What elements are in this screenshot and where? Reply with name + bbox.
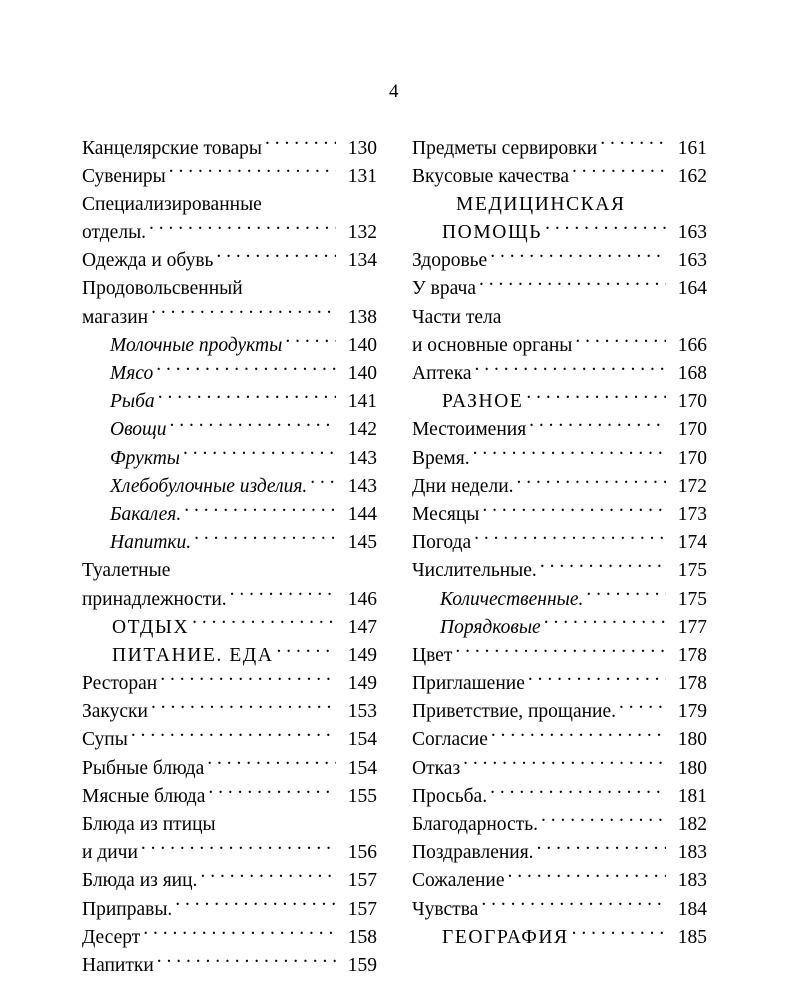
- toc-entry[interactable]: [82, 219, 377, 247]
- dot-leader: [170, 416, 336, 436]
- toc-entry[interactable]: [82, 557, 377, 585]
- toc-entry-page-number: 143: [347, 475, 377, 497]
- toc-entry[interactable]: [82, 162, 377, 190]
- toc-entry-title: Погода: [412, 532, 472, 554]
- dot-leader: [169, 162, 336, 182]
- toc-entry-page-number: 177: [677, 616, 707, 638]
- dot-leader: [246, 275, 374, 295]
- dot-leader: [517, 472, 667, 492]
- dot-leader: [158, 388, 336, 408]
- toc-entry[interactable]: [412, 331, 707, 359]
- toc-entry-title: Туалетные: [82, 560, 171, 582]
- toc-entry-title: Овощи: [110, 419, 167, 441]
- toc-entry-page-number: 130: [347, 137, 377, 159]
- toc-entry-page-number: 178: [677, 644, 707, 666]
- dot-leader: [482, 500, 666, 520]
- toc-entry-page-number: 170: [677, 447, 707, 469]
- toc-entry[interactable]: [82, 923, 377, 951]
- toc-entry-title: Блюда из яиц.: [82, 870, 198, 892]
- toc-entry-page-number: 157: [347, 898, 377, 920]
- toc-entry-title: ГЕОГРАФИЯ: [442, 926, 569, 948]
- toc-entry-page-number: 183: [677, 842, 707, 864]
- toc-entry-title: Дни недели.: [412, 475, 514, 497]
- toc-entry-page-number: 156: [347, 842, 377, 864]
- toc-entry-title: Согласие: [412, 729, 488, 751]
- toc-entry-page-number: 155: [347, 785, 377, 807]
- toc-entry-title: Здоровье: [412, 250, 488, 272]
- toc-entry[interactable]: [82, 670, 377, 698]
- toc-entry-page-number: 163: [677, 250, 707, 272]
- toc-entry[interactable]: [82, 500, 377, 528]
- toc-entry[interactable]: [82, 867, 377, 895]
- toc-entry-title: Хлебобулочные изделия.: [110, 475, 308, 497]
- toc-entry-page-number: 173: [677, 503, 707, 525]
- toc-entry-title: Местоимения: [412, 419, 527, 441]
- toc-entry[interactable]: [82, 726, 377, 754]
- toc-entry-title: Части тела: [412, 306, 502, 328]
- toc-entry[interactable]: [412, 388, 707, 416]
- dot-leader: [151, 698, 336, 718]
- dot-leader: [310, 472, 336, 492]
- toc-entry-title: Мясо: [110, 363, 154, 384]
- toc-entry-title: Напитки: [82, 954, 154, 976]
- toc-column-left: [82, 134, 377, 980]
- toc-entry-title: Ресторан: [82, 673, 158, 695]
- toc-entry-title: У врача: [412, 278, 476, 300]
- toc-entry[interactable]: [412, 670, 707, 698]
- toc-entry[interactable]: [412, 782, 707, 810]
- toc-entry[interactable]: [412, 134, 707, 162]
- dot-leader: [540, 557, 666, 577]
- toc-entry[interactable]: [412, 500, 707, 528]
- toc-entry[interactable]: [412, 726, 707, 754]
- toc-entry[interactable]: [412, 754, 707, 782]
- dot-leader: [285, 331, 336, 351]
- dot-leader: [545, 219, 666, 239]
- dot-leader: [151, 303, 336, 323]
- toc-entry-page-number: 178: [677, 673, 707, 695]
- dot-leader: [208, 782, 336, 802]
- dot-leader: [230, 585, 336, 605]
- toc-entry-title: Фрукты: [110, 447, 180, 469]
- dot-leader: [572, 923, 666, 943]
- toc-entry-title: Супы: [82, 729, 128, 751]
- dot-leader: [455, 641, 666, 661]
- toc-entry-title: Количественные.: [440, 588, 584, 610]
- toc-entry-title: Одежда и обувь: [82, 250, 214, 272]
- toc-entry-page-number: 131: [347, 165, 377, 187]
- dot-leader: [572, 162, 666, 182]
- toc-entry-page-number: 175: [677, 560, 707, 582]
- dot-leader: [265, 190, 374, 210]
- toc-entry-page-number: 174: [677, 532, 707, 554]
- dot-leader: [600, 134, 666, 154]
- toc-entry-title: принадлежности.: [82, 588, 227, 610]
- toc-entry-title: Порядковые: [440, 616, 541, 638]
- dot-leader: [491, 726, 666, 746]
- dot-leader: [481, 895, 666, 915]
- toc-column-right: [412, 134, 707, 951]
- toc-entry[interactable]: [82, 360, 377, 388]
- dot-leader: [544, 613, 666, 633]
- toc-entry-title: Цвет: [412, 644, 453, 666]
- toc-entry-page-number: 153: [347, 701, 377, 723]
- dot-leader: [160, 670, 336, 690]
- toc-entry-page-number: 163: [677, 222, 707, 244]
- toc-entry[interactable]: [82, 275, 377, 303]
- dot-leader: [149, 219, 336, 239]
- toc-entry[interactable]: [412, 613, 707, 641]
- toc-entry[interactable]: [412, 895, 707, 923]
- toc-entry-title: Месяцы: [412, 503, 480, 525]
- toc-entry-title: магазин: [82, 306, 149, 328]
- toc-entry-page-number: 142: [347, 419, 377, 441]
- toc-entry-page-number: 164: [677, 278, 707, 300]
- toc-entry-title: Время.: [412, 447, 470, 469]
- toc-entry-page-number: 149: [347, 644, 377, 666]
- toc-entry-title: Аптека: [412, 363, 472, 384]
- dot-leader: [141, 839, 336, 859]
- toc-entry-page-number: 147: [347, 616, 377, 638]
- dot-leader: [131, 726, 336, 746]
- toc-entry-title: Приправы.: [82, 898, 173, 920]
- toc-entry[interactable]: [82, 951, 377, 979]
- toc-entry-title: Закуски: [82, 701, 148, 723]
- toc-entry-page-number: 172: [677, 475, 707, 497]
- dot-leader: [474, 529, 666, 549]
- dot-leader: [586, 585, 666, 605]
- toc-entry[interactable]: [412, 641, 707, 669]
- toc-entry-title: Предметы сервировки: [412, 137, 598, 159]
- toc-entry-title: Отказ: [412, 757, 461, 779]
- toc-entry-page-number: 162: [677, 165, 707, 187]
- toc-entry-title: Чувства: [412, 898, 479, 920]
- toc-entry[interactable]: [412, 557, 707, 585]
- toc-entry[interactable]: [412, 190, 707, 218]
- dot-leader: [277, 641, 336, 661]
- toc-entry[interactable]: [82, 811, 377, 839]
- toc-entry[interactable]: [82, 190, 377, 218]
- toc-entry-page-number: 146: [347, 588, 377, 610]
- toc-entry-page-number: 181: [677, 785, 707, 807]
- toc-entry[interactable]: [82, 839, 377, 867]
- toc-entry-title: Молочные продукты: [110, 334, 283, 356]
- toc-entry-page-number: 179: [677, 701, 707, 723]
- toc-entry-title: Десерт: [82, 926, 141, 948]
- toc-entry-page-number: 180: [677, 729, 707, 751]
- toc-entry-title: Благодарность.: [412, 814, 538, 835]
- dot-leader: [526, 388, 666, 408]
- toc-entry-page-number: 132: [347, 222, 377, 244]
- toc-entry-title: отделы.: [82, 222, 147, 244]
- toc-entry[interactable]: [82, 444, 377, 472]
- dot-leader: [541, 811, 666, 831]
- toc-entry-title: Рыбные блюда: [82, 757, 205, 779]
- toc-entry-page-number: 134: [347, 250, 377, 272]
- toc-entry-page-number: 154: [347, 729, 377, 751]
- toc-columns: [0, 134, 788, 980]
- toc-entry-title: Сожаление: [412, 870, 505, 892]
- toc-entry[interactable]: [82, 303, 377, 331]
- toc-entry-title: Канцелярские товары: [82, 137, 262, 159]
- dot-leader: [528, 670, 666, 690]
- toc-entry[interactable]: [412, 219, 707, 247]
- toc-entry[interactable]: [82, 331, 377, 359]
- toc-entry-page-number: 161: [677, 137, 707, 159]
- dot-leader: [475, 360, 666, 380]
- toc-entry-title: Поздравления.: [412, 842, 534, 864]
- toc-entry-title: РАЗНОЕ: [442, 391, 524, 413]
- toc-entry-page-number: 175: [677, 588, 707, 610]
- toc-entry-title: МЕДИЦИНСКАЯ: [456, 193, 626, 215]
- dot-leader: [490, 782, 666, 802]
- toc-entry[interactable]: [412, 416, 707, 444]
- toc-entry-title: Приветствие, прощание.: [412, 701, 617, 723]
- toc-entry-page-number: 166: [677, 334, 707, 356]
- toc-entry[interactable]: [412, 839, 707, 867]
- toc-entry[interactable]: [82, 388, 377, 416]
- toc-entry[interactable]: [82, 782, 377, 810]
- dot-leader: [173, 557, 374, 577]
- toc-entry-title: Сувениры: [82, 165, 166, 187]
- page-number: 4: [389, 81, 399, 102]
- toc-entry[interactable]: [412, 162, 707, 190]
- dot-leader: [479, 275, 666, 295]
- toc-entry[interactable]: [82, 698, 377, 726]
- toc-entry[interactable]: [82, 641, 377, 669]
- dot-leader: [192, 613, 336, 633]
- toc-entry-title: Блюда из птицы: [82, 814, 216, 835]
- toc-entry-title: Рыба: [110, 391, 155, 413]
- toc-entry-page-number: 184: [677, 898, 707, 920]
- dot-leader: [575, 331, 666, 351]
- toc-entry[interactable]: [412, 698, 707, 726]
- dot-leader: [219, 811, 374, 831]
- toc-entry[interactable]: [82, 134, 377, 162]
- toc-entry[interactable]: [82, 472, 377, 500]
- toc-entry[interactable]: [412, 360, 707, 388]
- toc-entry[interactable]: [412, 811, 707, 839]
- toc-entry-title: Просьба.: [412, 785, 488, 807]
- toc-entry[interactable]: [412, 247, 707, 275]
- toc-entry-page-number: 143: [347, 447, 377, 469]
- toc-entry-page-number: 158: [347, 926, 377, 948]
- toc-entry-page-number: 149: [347, 673, 377, 695]
- toc-entry-title: Вкусовые качества: [412, 165, 569, 187]
- dot-leader: [463, 754, 666, 774]
- toc-entry[interactable]: [412, 923, 707, 951]
- dot-leader: [194, 529, 336, 549]
- dot-leader: [629, 190, 704, 210]
- dot-leader: [157, 951, 336, 971]
- toc-entry-page-number: 170: [677, 419, 707, 441]
- toc-entry-title: Продовольсвенный: [82, 278, 243, 300]
- dot-leader: [529, 416, 666, 436]
- toc-entry-title: Приглашение: [412, 673, 525, 695]
- toc-entry[interactable]: [82, 585, 377, 613]
- toc-entry-title: ПИТАНИЕ. ЕДА: [112, 644, 274, 666]
- toc-entry-page-number: 168: [677, 363, 707, 384]
- toc-entry[interactable]: [82, 416, 377, 444]
- toc-entry-page-number: 170: [677, 391, 707, 413]
- toc-entry-title: и дичи: [82, 842, 138, 864]
- dot-leader: [207, 754, 336, 774]
- toc-entry-page-number: 183: [677, 870, 707, 892]
- toc-entry-page-number: 154: [347, 757, 377, 779]
- toc-entry-title: ОТДЫХ: [112, 616, 190, 638]
- toc-entry-title: Специализированные: [82, 193, 262, 215]
- dot-leader: [265, 134, 336, 154]
- toc-entry-title: Мясные блюда: [82, 785, 206, 807]
- toc-entry[interactable]: [412, 867, 707, 895]
- toc-entry[interactable]: [412, 529, 707, 557]
- toc-entry[interactable]: [82, 529, 377, 557]
- toc-entry-title: и основные органы: [412, 334, 573, 356]
- toc-entry-page-number: 141: [347, 391, 377, 413]
- dot-leader: [504, 303, 704, 323]
- dot-leader: [537, 839, 666, 859]
- dot-leader: [507, 867, 666, 887]
- toc-entry-page-number: 144: [347, 503, 377, 525]
- dot-leader: [619, 698, 666, 718]
- toc-entry-title: ПОМОЩЬ: [442, 222, 543, 244]
- toc-entry[interactable]: [412, 303, 707, 331]
- toc-entry-page-number: 182: [677, 814, 707, 835]
- toc-entry[interactable]: [412, 585, 707, 613]
- toc-entry-page-number: 185: [677, 926, 707, 948]
- dot-leader: [175, 895, 336, 915]
- toc-entry[interactable]: [82, 754, 377, 782]
- toc-entry-page-number: 157: [347, 870, 377, 892]
- dot-leader: [216, 247, 336, 267]
- toc-entry-page-number: 180: [677, 757, 707, 779]
- dot-leader: [473, 444, 666, 464]
- toc-entry[interactable]: [412, 444, 707, 472]
- toc-entry[interactable]: [82, 895, 377, 923]
- toc-entry[interactable]: [82, 247, 377, 275]
- toc-entry[interactable]: [82, 613, 377, 641]
- toc-entry-title: Бакалея.: [110, 503, 182, 525]
- dot-leader: [490, 247, 666, 267]
- toc-entry-title: Напитки.: [110, 532, 192, 554]
- dot-leader: [184, 500, 336, 520]
- toc-entry-page-number: 145: [347, 532, 377, 554]
- dot-leader: [183, 444, 336, 464]
- toc-entry-page-number: 159: [347, 954, 377, 976]
- toc-entry-page-number: 140: [347, 363, 377, 384]
- toc-entry[interactable]: [412, 275, 707, 303]
- toc-entry-page-number: 138: [347, 306, 377, 328]
- toc-entry-page-number: 140: [347, 334, 377, 356]
- dot-leader: [156, 360, 336, 380]
- toc-entry[interactable]: [412, 472, 707, 500]
- dot-leader: [143, 923, 336, 943]
- toc-entry-title: Числительные.: [412, 560, 537, 582]
- dot-leader: [200, 867, 336, 887]
